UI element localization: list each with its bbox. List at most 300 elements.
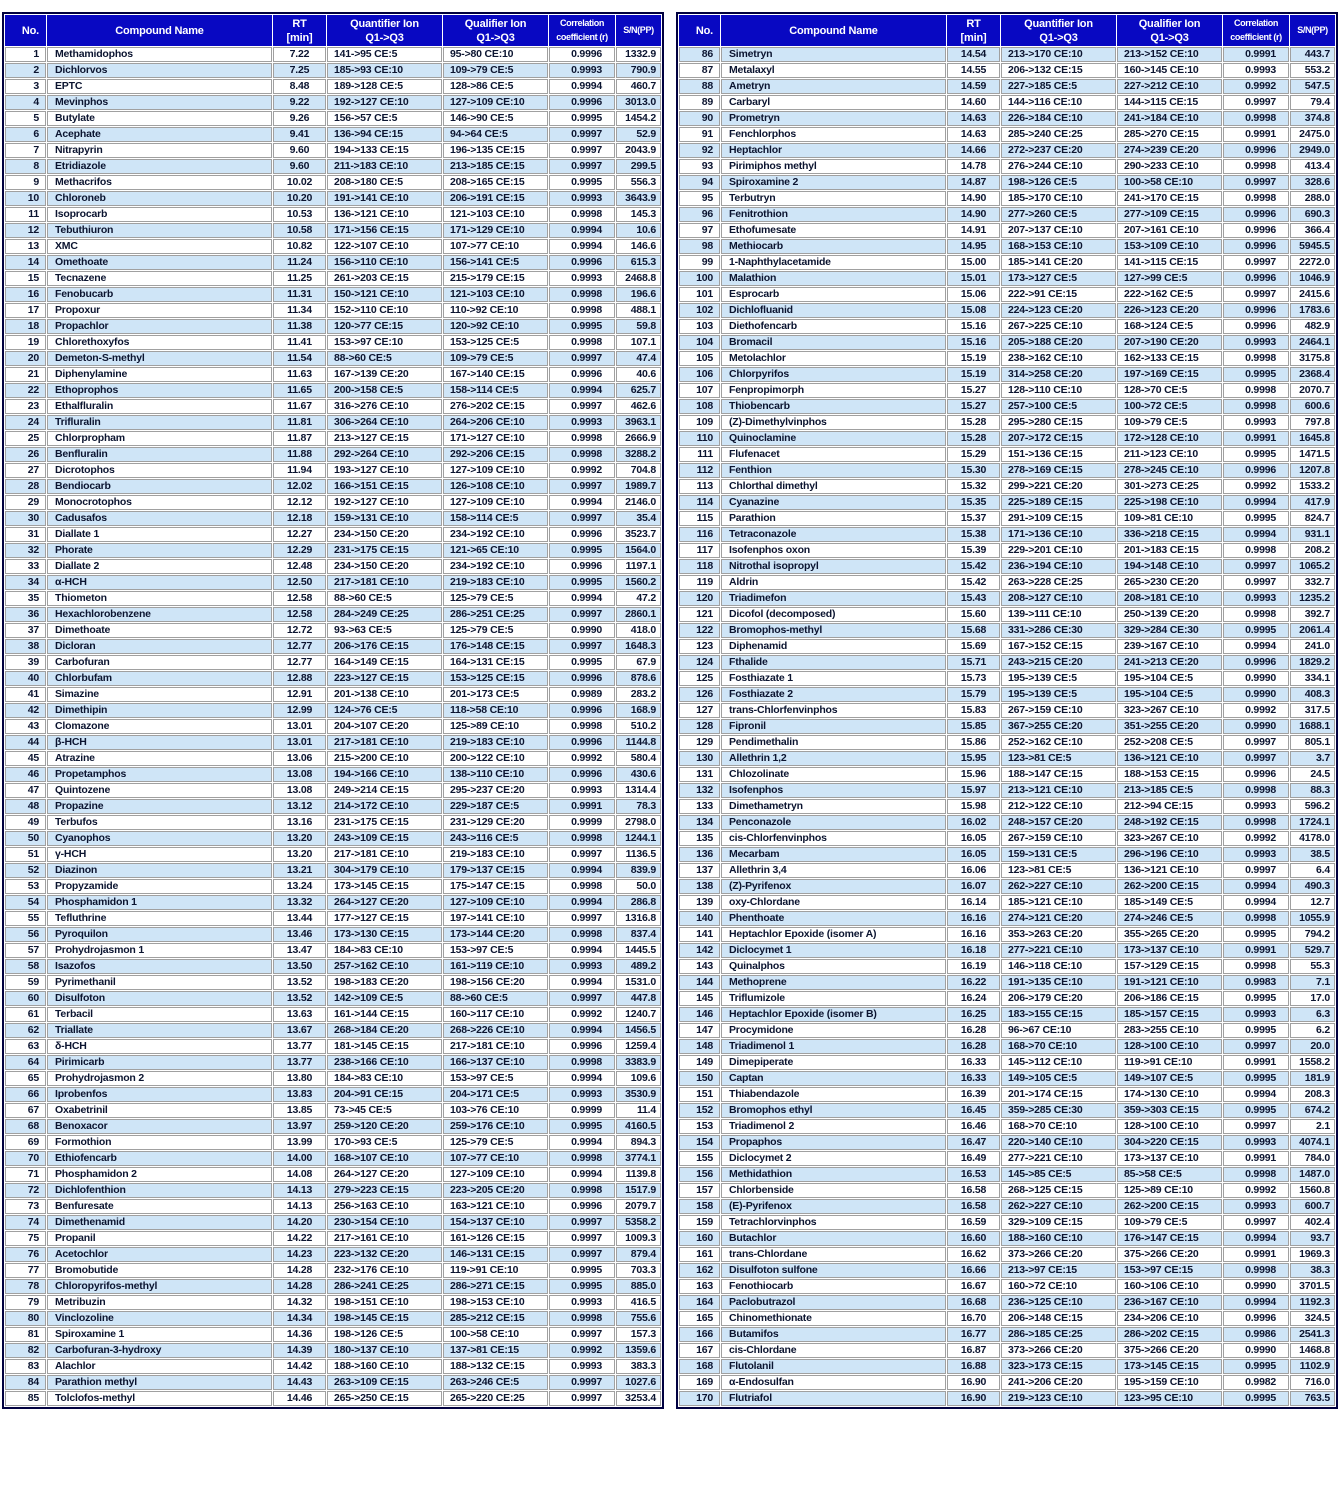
compound-name: Prohydrojasmon 1	[47, 943, 272, 958]
rt-value: 14.78	[947, 159, 1000, 174]
sn-value: 1487.0	[1290, 1167, 1335, 1182]
correlation-value: 0.9983	[1223, 975, 1289, 990]
col-header-rt	[273, 15, 326, 46]
sn-value: 824.7	[1290, 511, 1335, 526]
quantifier-ion: 291->109 CE:15	[1001, 511, 1116, 526]
col-header-quantifier-line2: Q1->Q3	[365, 31, 404, 44]
row-number: 92	[679, 143, 720, 158]
qualifier-ion: 164->131 CE:15	[443, 655, 548, 670]
correlation-value: 0.9996	[549, 1039, 615, 1054]
quantifier-ion: 329->109 CE:15	[1001, 1215, 1116, 1230]
quantifier-ion: 262->227 CE:10	[1001, 879, 1116, 894]
compound-name: δ-HCH	[47, 1039, 272, 1054]
table-row	[679, 319, 1335, 334]
row-number: 31	[5, 527, 46, 542]
sn-value: 107.1	[616, 335, 661, 350]
table-row	[679, 127, 1335, 142]
table-row	[5, 1039, 661, 1054]
quantifier-ion: 316->276 CE:10	[327, 399, 442, 414]
table-row	[679, 847, 1335, 862]
correlation-value: 0.9992	[1223, 831, 1289, 846]
correlation-value: 0.9994	[1223, 1231, 1289, 1246]
table-row	[5, 367, 661, 382]
quantifier-ion: 284->249 CE:25	[327, 607, 442, 622]
quantifier-ion: 278->169 CE:15	[1001, 463, 1116, 478]
rt-value: 13.01	[273, 719, 326, 734]
row-number: 90	[679, 111, 720, 126]
col-header-correlation-line1: Correlation	[560, 17, 604, 29]
compound-name: Acetochlor	[47, 1247, 272, 1262]
table-row	[679, 271, 1335, 286]
quantifier-ion: 268->125 CE:15	[1001, 1183, 1116, 1198]
table-row	[679, 335, 1335, 350]
table-row	[679, 415, 1335, 430]
compound-name: Fosthiazate 2	[721, 687, 946, 702]
quantifier-ion: 198->126 CE:5	[327, 1327, 442, 1342]
compound-name: Nitrapyrin	[47, 143, 272, 158]
table-row	[5, 79, 661, 94]
qualifier-ion: 278->245 CE:10	[1117, 463, 1222, 478]
compound-name: Ametryn	[721, 79, 946, 94]
rt-value: 15.37	[947, 511, 1000, 526]
table-row	[5, 895, 661, 910]
correlation-value: 0.9996	[549, 703, 615, 718]
table-header	[5, 15, 661, 46]
rt-value: 11.41	[273, 335, 326, 350]
compound-name: Tolclofos-methyl	[47, 1391, 272, 1406]
row-number: 138	[679, 879, 720, 894]
qualifier-ion: 146->90 CE:5	[443, 111, 548, 126]
table-row	[5, 1391, 661, 1406]
correlation-value: 0.9993	[1223, 63, 1289, 78]
compound-name: Propetamphos	[47, 767, 272, 782]
sn-value: 88.3	[1290, 783, 1335, 798]
compound-name: Dimethametryn	[721, 799, 946, 814]
quantifier-ion: 200->158 CE:5	[327, 383, 442, 398]
compound-name: Aldrin	[721, 575, 946, 590]
correlation-value: 0.9992	[549, 1343, 615, 1358]
compound-name: (E)-Pyrifenox	[721, 1199, 946, 1214]
sn-value: 109.6	[616, 1071, 661, 1086]
rt-value: 15.28	[947, 415, 1000, 430]
row-number: 164	[679, 1295, 720, 1310]
correlation-value: 0.9998	[549, 1183, 615, 1198]
compound-name: Benoxacor	[47, 1119, 272, 1134]
quantifier-ion: 192->127 CE:10	[327, 95, 442, 110]
quantifier-ion: 285->240 CE:25	[1001, 127, 1116, 142]
row-number: 118	[679, 559, 720, 574]
compound-name: α-Endosulfan	[721, 1375, 946, 1390]
compound-name: Mevinphos	[47, 95, 272, 110]
quantifier-ion: 353->263 CE:20	[1001, 927, 1116, 942]
rt-value: 15.01	[947, 271, 1000, 286]
row-number: 122	[679, 623, 720, 638]
table-row	[5, 351, 661, 366]
qualifier-ion: 301->273 CE:25	[1117, 479, 1222, 494]
quantifier-ion: 217->161 CE:10	[327, 1231, 442, 1246]
correlation-value: 0.9991	[1223, 1151, 1289, 1166]
compound-name: cis-Chlorfenvinphos	[721, 831, 946, 846]
compound-name: Simetryn	[721, 47, 946, 62]
correlation-value: 0.9996	[1223, 319, 1289, 334]
table-row	[679, 735, 1335, 750]
correlation-value: 0.9989	[549, 687, 615, 702]
rt-value: 13.97	[273, 1119, 326, 1134]
sn-value: 55.3	[1290, 959, 1335, 974]
sn-value: 878.6	[616, 671, 661, 686]
compound-name: Pyrimethanil	[47, 975, 272, 990]
row-number: 28	[5, 479, 46, 494]
qualifier-ion: 160->117 CE:10	[443, 1007, 548, 1022]
sn-value: 1332.9	[616, 47, 661, 62]
row-number: 52	[5, 863, 46, 878]
table-row	[5, 1247, 661, 1262]
sn-value: 443.7	[1290, 47, 1335, 62]
compound-table-right	[676, 12, 1338, 1409]
rt-value: 15.71	[947, 655, 1000, 670]
col-header-qualifier-ion	[1117, 15, 1222, 46]
table-row	[679, 1343, 1335, 1358]
correlation-value: 0.9996	[549, 559, 615, 574]
quantifier-ion: 206->176 CE:15	[327, 639, 442, 654]
table-row	[5, 1295, 661, 1310]
table-row	[5, 799, 661, 814]
quantifier-ion: 213->170 CE:10	[1001, 47, 1116, 62]
compound-name: Malathion	[721, 271, 946, 286]
quantifier-ion: 217->181 CE:10	[327, 847, 442, 862]
compound-name: Chlorpyrifos	[721, 367, 946, 382]
table-row	[5, 591, 661, 606]
table-row	[5, 143, 661, 158]
table-row	[5, 1327, 661, 1342]
col-header-rt-line1: RT	[292, 17, 307, 30]
qualifier-ion: 172->128 CE:10	[1117, 431, 1222, 446]
quantifier-ion: 123->81 CE:5	[1001, 863, 1116, 878]
quantifier-ion: 267->159 CE:10	[1001, 831, 1116, 846]
row-number: 2	[5, 63, 46, 78]
quantifier-ion: 195->139 CE:5	[1001, 671, 1116, 686]
row-number: 115	[679, 511, 720, 526]
compound-name: Dimethoate	[47, 623, 272, 638]
sn-value: 1468.8	[1290, 1343, 1335, 1358]
rt-value: 16.06	[947, 863, 1000, 878]
row-number: 161	[679, 1247, 720, 1262]
correlation-value: 0.9992	[1223, 479, 1289, 494]
quantifier-ion: 192->127 CE:10	[327, 495, 442, 510]
correlation-value: 0.9998	[1223, 911, 1289, 926]
quantifier-ion: 222->91 CE:15	[1001, 287, 1116, 302]
rt-value: 16.60	[947, 1231, 1000, 1246]
sn-value: 12.7	[1290, 895, 1335, 910]
rt-value: 10.82	[273, 239, 326, 254]
rt-value: 13.50	[273, 959, 326, 974]
rt-value: 16.68	[947, 1295, 1000, 1310]
rt-value: 16.90	[947, 1375, 1000, 1390]
col-header-sn-line: S/N(PP)	[1297, 24, 1328, 36]
table-row	[5, 1023, 661, 1038]
row-number: 124	[679, 655, 720, 670]
row-number: 53	[5, 879, 46, 894]
compound-name: Phosphamidon 1	[47, 895, 272, 910]
sn-value: 1558.2	[1290, 1055, 1335, 1070]
table-row	[5, 543, 661, 558]
quantifier-ion: 234->150 CE:20	[327, 559, 442, 574]
table-row	[5, 927, 661, 942]
sn-value: 1645.8	[1290, 431, 1335, 446]
sn-value: 2368.4	[1290, 367, 1335, 382]
sn-value: 2464.1	[1290, 335, 1335, 350]
compound-name: Hexachlorobenzene	[47, 607, 272, 622]
table-row	[5, 207, 661, 222]
quantifier-ion: 204->91 CE:15	[327, 1087, 442, 1102]
sn-value: 317.5	[1290, 703, 1335, 718]
rt-value: 14.32	[273, 1295, 326, 1310]
qualifier-ion: 198->156 CE:20	[443, 975, 548, 990]
quantifier-ion: 198->145 CE:15	[327, 1311, 442, 1326]
quantifier-ion: 184->83 CE:10	[327, 1071, 442, 1086]
table-row	[679, 1039, 1335, 1054]
sn-value: 181.9	[1290, 1071, 1335, 1086]
row-number: 71	[5, 1167, 46, 1182]
qualifier-ion: 125->79 CE:5	[443, 591, 548, 606]
quantifier-ion: 152->110 CE:10	[327, 303, 442, 318]
table-row	[679, 975, 1335, 990]
sn-value: 374.8	[1290, 111, 1335, 126]
rt-value: 12.77	[273, 655, 326, 670]
quantifier-ion: 265->250 CE:15	[327, 1391, 442, 1406]
compound-name: Thiabendazole	[721, 1087, 946, 1102]
table-row	[679, 1391, 1335, 1406]
qualifier-ion: 128->70 CE:5	[1117, 383, 1222, 398]
qualifier-ion: 125->79 CE:5	[443, 623, 548, 638]
correlation-value: 0.9993	[549, 783, 615, 798]
table-row	[5, 1279, 661, 1294]
quantifier-ion: 180->137 CE:10	[327, 1343, 442, 1358]
table-row	[5, 575, 661, 590]
correlation-value: 0.9991	[1223, 47, 1289, 62]
rt-value: 16.28	[947, 1023, 1000, 1038]
sn-value: 556.3	[616, 175, 661, 190]
qualifier-ion: 329->284 CE:30	[1117, 623, 1222, 638]
qualifier-ion: 166->137 CE:10	[443, 1055, 548, 1070]
correlation-value: 0.9997	[1223, 95, 1289, 110]
qualifier-ion: 110->92 CE:10	[443, 303, 548, 318]
correlation-value: 0.9998	[1223, 191, 1289, 206]
rt-value: 15.95	[947, 751, 1000, 766]
table-row	[5, 911, 661, 926]
rt-value: 15.06	[947, 287, 1000, 302]
compound-name: Diphenylamine	[47, 367, 272, 382]
rt-value: 13.44	[273, 911, 326, 926]
sn-value: 324.5	[1290, 1311, 1335, 1326]
compound-name: Tefluthrine	[47, 911, 272, 926]
row-number: 78	[5, 1279, 46, 1294]
correlation-value: 0.9996	[549, 95, 615, 110]
compound-name: Chloroneb	[47, 191, 272, 206]
rt-value: 13.32	[273, 895, 326, 910]
col-header-qualifier-line1: Qualifier Ion	[1138, 17, 1201, 30]
table-row	[679, 1023, 1335, 1038]
col-header-no: No.	[5, 15, 46, 46]
row-number: 49	[5, 815, 46, 830]
compound-name: Quinoclamine	[721, 431, 946, 446]
table-row	[679, 671, 1335, 686]
col-header-compound-name: Compound Name	[721, 15, 946, 46]
rt-value: 13.52	[273, 975, 326, 990]
rt-value: 15.60	[947, 607, 1000, 622]
compound-name: Terbacil	[47, 1007, 272, 1022]
compound-name: Methiocarb	[721, 239, 946, 254]
rt-value: 16.02	[947, 815, 1000, 830]
compound-name: Phenthoate	[721, 911, 946, 926]
qualifier-ion: 137->81 CE:15	[443, 1343, 548, 1358]
qualifier-ion: 296->196 CE:10	[1117, 847, 1222, 862]
correlation-value: 0.9998	[1223, 111, 1289, 126]
correlation-value: 0.9993	[549, 191, 615, 206]
sn-value: 2043.9	[616, 143, 661, 158]
correlation-value: 0.9996	[1223, 143, 1289, 158]
sn-value: 10.6	[616, 223, 661, 238]
row-number: 60	[5, 991, 46, 1006]
sn-value: 332.7	[1290, 575, 1335, 590]
correlation-value: 0.9998	[1223, 1263, 1289, 1278]
row-number: 110	[679, 431, 720, 446]
quantifier-ion: 123->81 CE:5	[1001, 751, 1116, 766]
row-number: 24	[5, 415, 46, 430]
rt-value: 13.16	[273, 815, 326, 830]
row-number: 123	[679, 639, 720, 654]
row-number: 155	[679, 1151, 720, 1166]
rt-value: 16.46	[947, 1119, 1000, 1134]
sn-value: 1009.3	[616, 1231, 661, 1246]
correlation-value: 0.9997	[1223, 735, 1289, 750]
row-number: 108	[679, 399, 720, 414]
qualifier-ion: 175->147 CE:15	[443, 879, 548, 894]
rt-value: 14.91	[947, 223, 1000, 238]
correlation-value: 0.9994	[549, 895, 615, 910]
row-number: 42	[5, 703, 46, 718]
rt-value: 16.49	[947, 1151, 1000, 1166]
sn-value: 47.4	[616, 351, 661, 366]
table-row	[679, 655, 1335, 670]
correlation-value: 0.9998	[549, 927, 615, 942]
rt-value: 15.69	[947, 639, 1000, 654]
quantifier-ion: 168->153 CE:10	[1001, 239, 1116, 254]
compound-name: Heptachlor Epoxide (isomer B)	[721, 1007, 946, 1022]
compound-name: Diallate 1	[47, 527, 272, 542]
sn-value: 2.1	[1290, 1119, 1335, 1134]
table-row	[5, 879, 661, 894]
qualifier-ion: 176->147 CE:15	[1117, 1231, 1222, 1246]
rt-value: 13.46	[273, 927, 326, 942]
quantifier-ion: 188->147 CE:15	[1001, 767, 1116, 782]
compound-name: Chlozolinate	[721, 767, 946, 782]
row-number: 140	[679, 911, 720, 926]
compound-name: trans-Chlorfenvinphos	[721, 703, 946, 718]
qualifier-ion: 197->141 CE:10	[443, 911, 548, 926]
col-header-rt-line1: RT	[966, 17, 981, 30]
rt-value: 14.54	[947, 47, 1000, 62]
qualifier-ion: 211->123 CE:10	[1117, 447, 1222, 462]
table-row	[5, 863, 661, 878]
compound-name: Carbofuran-3-hydroxy	[47, 1343, 272, 1358]
qualifier-ion: 118->58 CE:10	[443, 703, 548, 718]
correlation-value: 0.9998	[549, 1151, 615, 1166]
row-number: 19	[5, 335, 46, 350]
correlation-value: 0.9991	[549, 799, 615, 814]
qualifier-ion: 276->202 CE:15	[443, 399, 548, 414]
table-row	[5, 1071, 661, 1086]
row-number: 10	[5, 191, 46, 206]
qualifier-ion: 127->109 CE:10	[443, 463, 548, 478]
row-number: 133	[679, 799, 720, 814]
rt-value: 16.45	[947, 1103, 1000, 1118]
quantifier-ion: 171->136 CE:10	[1001, 527, 1116, 542]
qualifier-ion: 351->255 CE:20	[1117, 719, 1222, 734]
quantifier-ion: 274->121 CE:20	[1001, 911, 1116, 926]
row-number: 50	[5, 831, 46, 846]
quantifier-ion: 159->131 CE:10	[327, 511, 442, 526]
table-row	[679, 495, 1335, 510]
row-number: 91	[679, 127, 720, 142]
quantifier-ion: 185->93 CE:10	[327, 63, 442, 78]
compound-name: Cyanazine	[721, 495, 946, 510]
row-number: 33	[5, 559, 46, 574]
qualifier-ion: 100->72 CE:5	[1117, 399, 1222, 414]
qualifier-ion: 109->81 CE:10	[1117, 511, 1222, 526]
row-number: 148	[679, 1039, 720, 1054]
correlation-value: 0.9993	[549, 1087, 615, 1102]
row-number: 75	[5, 1231, 46, 1246]
compound-name: Heptachlor Epoxide (isomer A)	[721, 927, 946, 942]
correlation-value: 0.9996	[1223, 1311, 1289, 1326]
sn-value: 3701.5	[1290, 1279, 1335, 1294]
sn-value: 1197.1	[616, 559, 661, 574]
rt-value: 16.33	[947, 1055, 1000, 1070]
table-row	[5, 191, 661, 206]
rt-value: 16.22	[947, 975, 1000, 990]
quantifier-ion: 161->144 CE:15	[327, 1007, 442, 1022]
quantifier-ion: 167->152 CE:15	[1001, 639, 1116, 654]
qualifier-ion: 94->64 CE:5	[443, 127, 548, 142]
compound-name: Simazine	[47, 687, 272, 702]
table-row	[5, 1087, 661, 1102]
compound-name: Tetrachlorvinphos	[721, 1215, 946, 1230]
sn-value: 299.5	[616, 159, 661, 174]
table-row	[5, 431, 661, 446]
correlation-value: 0.9997	[1223, 255, 1289, 270]
sn-value: 413.4	[1290, 159, 1335, 174]
correlation-value: 0.9995	[1223, 447, 1289, 462]
quantifier-ion: 215->200 CE:10	[327, 751, 442, 766]
correlation-value: 0.9996	[1223, 207, 1289, 222]
rt-value: 16.24	[947, 991, 1000, 1006]
sn-value: 1564.0	[616, 543, 661, 558]
qualifier-ion: 107->77 CE:10	[443, 239, 548, 254]
quantifier-ion: 181->145 CE:15	[327, 1039, 442, 1054]
rt-value: 13.85	[273, 1103, 326, 1118]
row-number: 139	[679, 895, 720, 910]
sn-value: 5945.5	[1290, 239, 1335, 254]
table-row	[5, 303, 661, 318]
table-row	[679, 575, 1335, 590]
rt-value: 13.47	[273, 943, 326, 958]
correlation-value: 0.9994	[1223, 1087, 1289, 1102]
quantifier-ion: 139->111 CE:10	[1001, 607, 1116, 622]
sn-value: 1517.9	[616, 1183, 661, 1198]
row-number: 126	[679, 687, 720, 702]
correlation-value: 0.9994	[549, 495, 615, 510]
